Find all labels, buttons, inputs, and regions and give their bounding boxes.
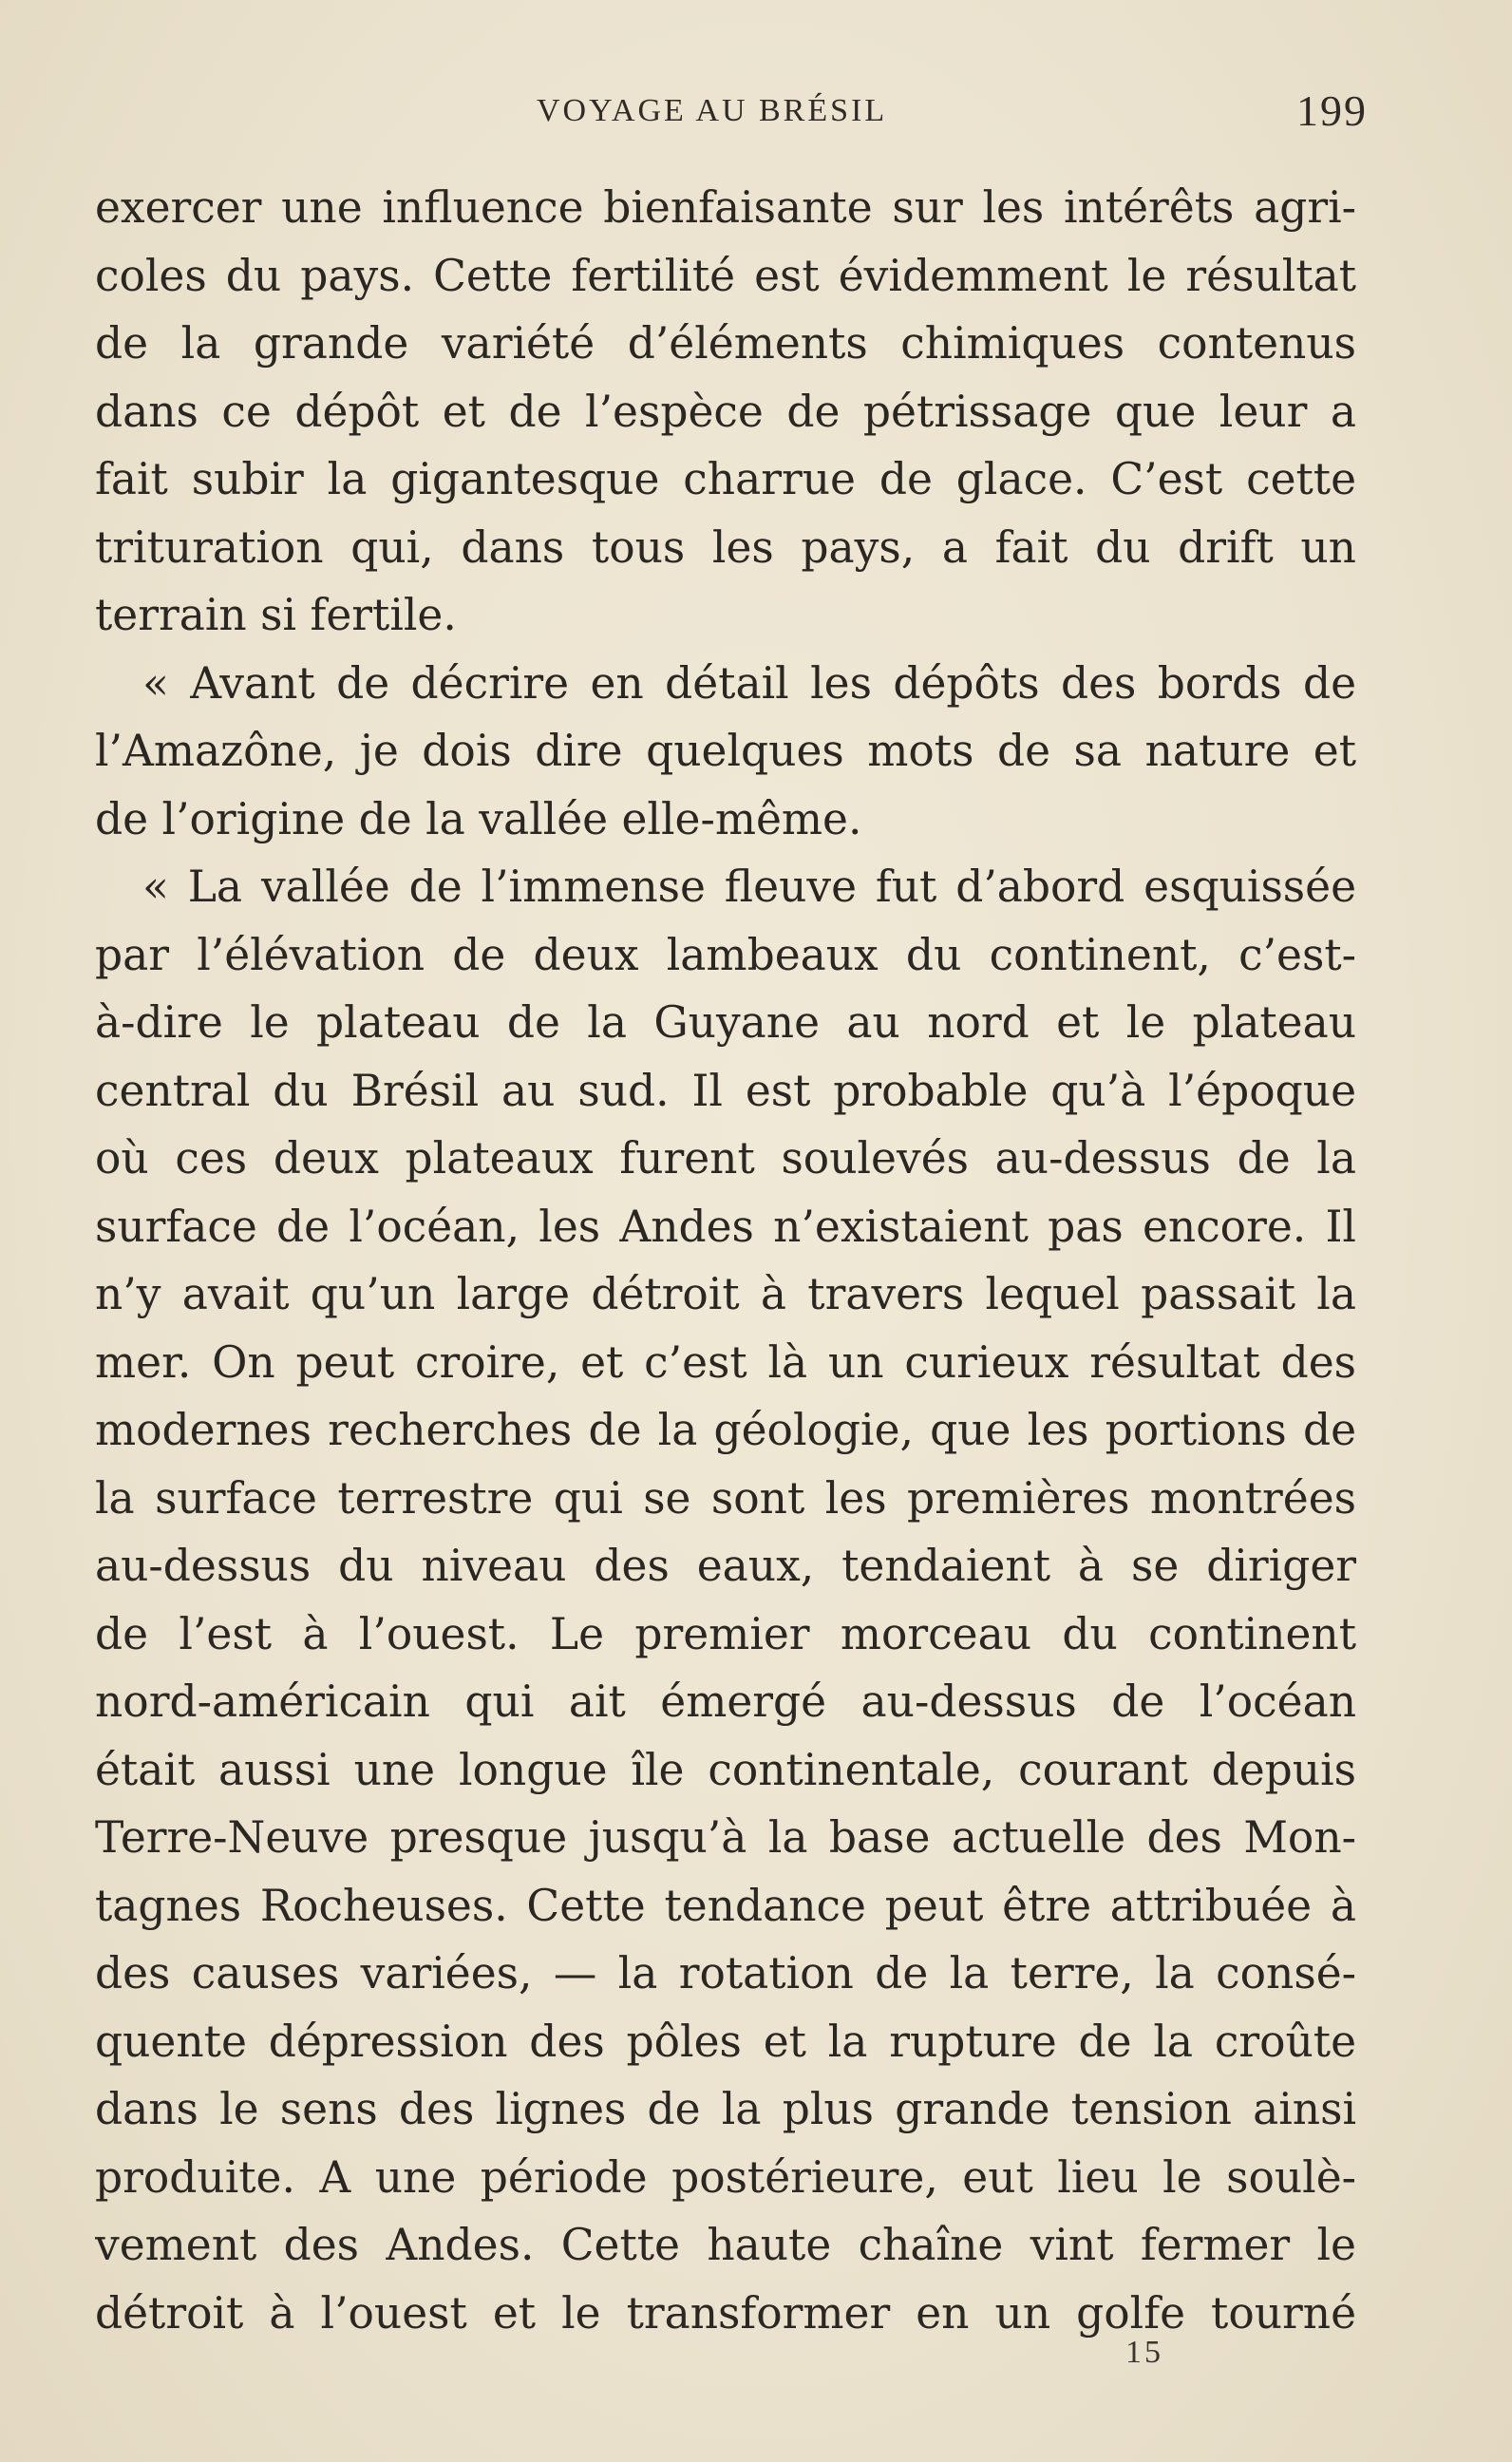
text-line: quente dépression des pôles et la rupture de la croûte xyxy=(95,2016,1356,2067)
text-line: était aussi une longue île continentale, courant depuis xyxy=(95,1744,1356,1795)
text-line: coles du pays. Cette fertilité est évidemment le résultat xyxy=(95,250,1356,301)
text-line: produite. A une période postérieure, eut lieu le soulè- xyxy=(95,2151,1356,2203)
text-line: trituration qui, dans tous les pays, a fait du drift un xyxy=(95,521,1356,573)
text-line: « Avant de décrire en détail les dépôts des bords de xyxy=(142,657,1356,709)
text-line: à-dire le plateau de la Guyane au nord et le plateau xyxy=(95,997,1356,1048)
text-line: fait subir la gigantesque charrue de glace. C’est cette xyxy=(95,454,1356,504)
text-line: dans le sens des lignes de la plus grande tension ainsi xyxy=(95,2084,1356,2134)
text-line: mer. On peut croire, et c’est là un curieux résultat des xyxy=(95,1336,1356,1388)
text-line: vement des Andes. Cette haute chaîne vint fermer le xyxy=(95,2220,1356,2270)
text-line: terrain si fertile. xyxy=(95,590,457,640)
text-line: des causes variées, — la rotation de la terre, la consé- xyxy=(95,1948,1356,1998)
text-line: tagnes Rocheuses. Cette tendance peut être attribuée à xyxy=(95,1880,1356,1931)
text-line: par l’élévation de deux lambeaux du continent, c’est- xyxy=(95,929,1356,980)
text-line: Terre-Neuve presque jusqu’à la base actuelle des Mon- xyxy=(95,1812,1356,1863)
text-line: dans ce dépôt et de l’espèce de pétrissage que leur a xyxy=(95,386,1356,437)
text-line: modernes recherches de la géologie, que les portions de xyxy=(95,1405,1356,1455)
page-number: 199 xyxy=(1296,86,1368,135)
text-line: exercer une influence bienfaisante sur les intérêts agri- xyxy=(95,182,1356,233)
text-line: au-dessus du niveau des eaux, tendaient à se diriger xyxy=(95,1541,1356,1591)
text-line: « La vallée de l’immense fleuve fut d’abord esquissée xyxy=(142,862,1356,912)
text-line: n’y avait qu’un large détroit à travers lequel passait la xyxy=(95,1269,1356,1319)
text-line: de l’est à l’ouest. Le premier morceau du continent xyxy=(95,1608,1356,1659)
body-text xyxy=(95,174,1356,2347)
text-line: surface de l’océan, les Andes n’existaient pas encore. Il xyxy=(95,1201,1356,1252)
text-line: où ces deux plateaux furent soulevés au-dessus de la xyxy=(95,1133,1356,1184)
running-head: VOYAGE AU BRÉSIL xyxy=(537,93,888,128)
text-line: nord-américain qui ait émergé au-dessus de l’océan xyxy=(95,1676,1356,1727)
text-line: de la grande variété d’éléments chimiques contenus xyxy=(95,318,1356,369)
text-line: détroit à l’ouest et le transformer en un golfe tourné xyxy=(95,2287,1356,2339)
text-line: la surface terrestre qui se sont les premières montrées xyxy=(95,1472,1356,1524)
signature-mark: 15 xyxy=(1125,2335,1163,2370)
text-line: de l’origine de la vallée elle-même. xyxy=(95,793,862,844)
text-line: central du Brésil au sud. Il est probable qu’à l’époque xyxy=(95,1065,1356,1116)
text-line: l’Amazône, je dois dire quelques mots de sa nature et xyxy=(95,726,1356,776)
